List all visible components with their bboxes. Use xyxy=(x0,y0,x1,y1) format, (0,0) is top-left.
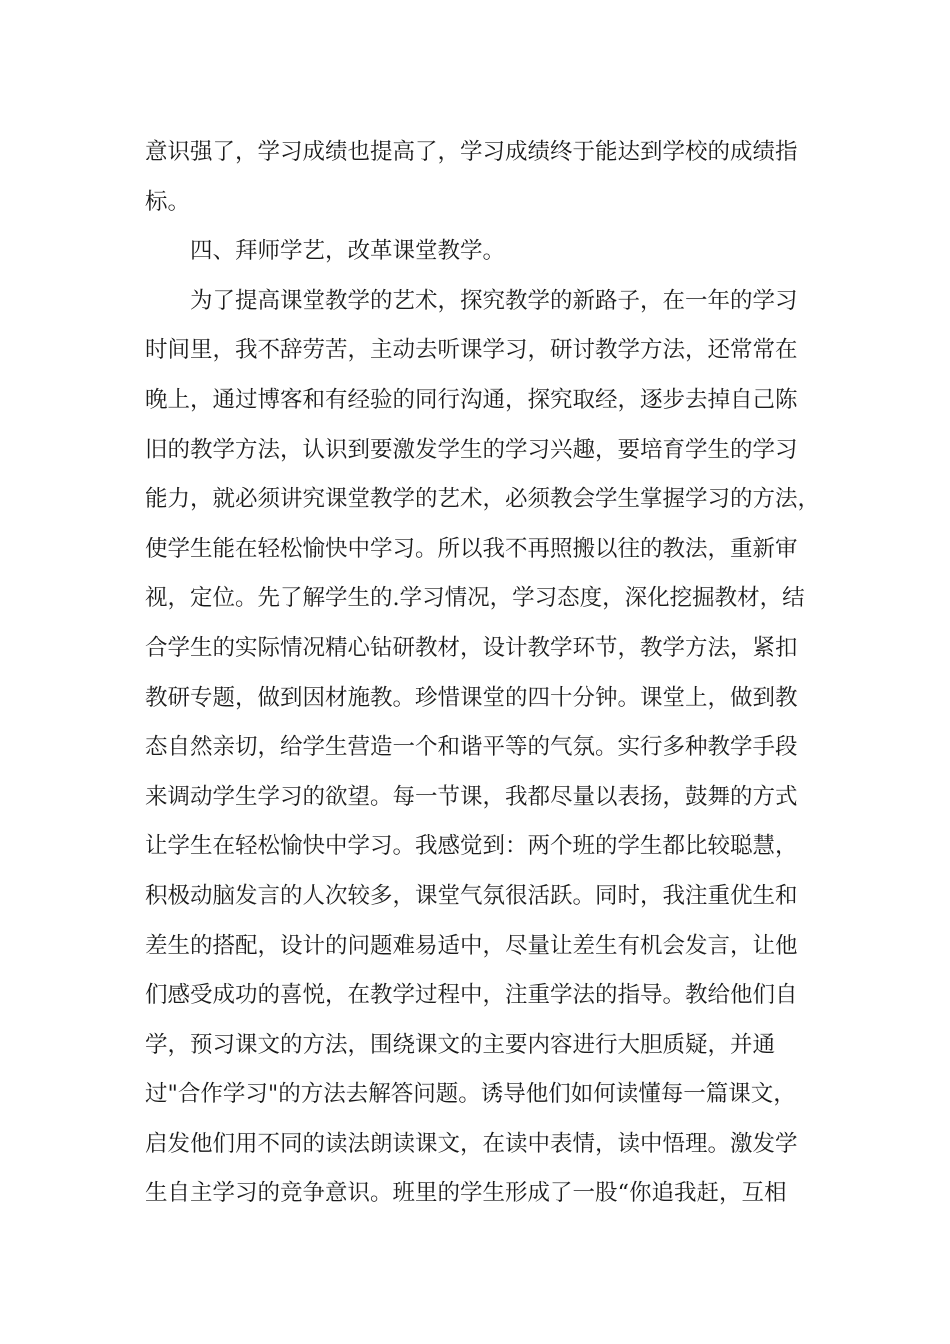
text-line: 晚上，通过博客和有经验的同行沟通，探究取经，逐步去掉自己陈 xyxy=(145,386,798,413)
text-line: 能力，就必须讲究课堂教学的艺术，必须教会学生掌握学习的方法， xyxy=(145,486,821,513)
text-line: 们感受成功的喜悦，在教学过程中，注重学法的指导。教给他们自 xyxy=(145,982,798,1009)
text-line: 旧的教学方法，认识到要激发学生的学习兴趣，要培育学生的学习 xyxy=(145,436,798,463)
text-line: 启发他们用不同的读法朗读课文，在读中表情，读中悟理。激发学 xyxy=(145,1130,798,1157)
text-line: 让学生在轻松愉快中学习。我感觉到：两个班的学生都比较聪慧， xyxy=(145,833,798,860)
text-line: 学，预习课文的方法，围绕课文的主要内容进行大胆质疑，并通 xyxy=(145,1031,776,1058)
text-line: 差生的搭配，设计的问题难易适中，尽量让差生有机会发言，让他 xyxy=(145,932,798,959)
text-line: 意识强了，学习成绩也提高了，学习成绩终于能达到学校的成绩指 xyxy=(145,139,798,165)
text-line: 教研专题，做到因材施教。珍惜课堂的四十分钟。课堂上，做到教 xyxy=(145,684,798,711)
text-line: 使学生能在轻松愉快中学习。所以我不再照搬以往的教法，重新审 xyxy=(145,535,798,562)
text-line: 合学生的实际情况精心钻研教材，设计教学环节，教学方法，紧扣 xyxy=(145,634,798,661)
text-line: 来调动学生学习的欲望。每一节课，我都尽量以表扬，鼓舞的方式 xyxy=(145,783,798,810)
section-heading: 四、拜师学艺，改革课堂教学。 xyxy=(190,238,506,265)
text-line: 态自然亲切，给学生营造一个和谐平等的气氛。实行多种教学手段 xyxy=(145,734,798,761)
text-line: 生自主学习的竞争意识。班里的学生形成了一股“你追我赶，互相 xyxy=(145,1180,787,1207)
text-line: 积极动脑发言的人次较多，课堂气氛很活跃。同时，我注重优生和 xyxy=(145,882,798,909)
body-text xyxy=(145,128,825,1219)
text-line: 过"合作学习"的方法去解答问题。诱导他们如何读懂每一篇课文， xyxy=(145,1081,796,1108)
text-line: 时间里，我不辞劳苦，主动去听课学习，研讨教学方法，还常常在 xyxy=(145,337,798,364)
text-line: 为了提高课堂教学的艺术，探究教学的新路子，在一年的学习 xyxy=(190,287,798,314)
text-line: 标。 xyxy=(145,188,191,215)
text-line: 视，定位。先了解学生的.学习情况，学习态度，深化挖掘教材，结 xyxy=(145,585,805,612)
